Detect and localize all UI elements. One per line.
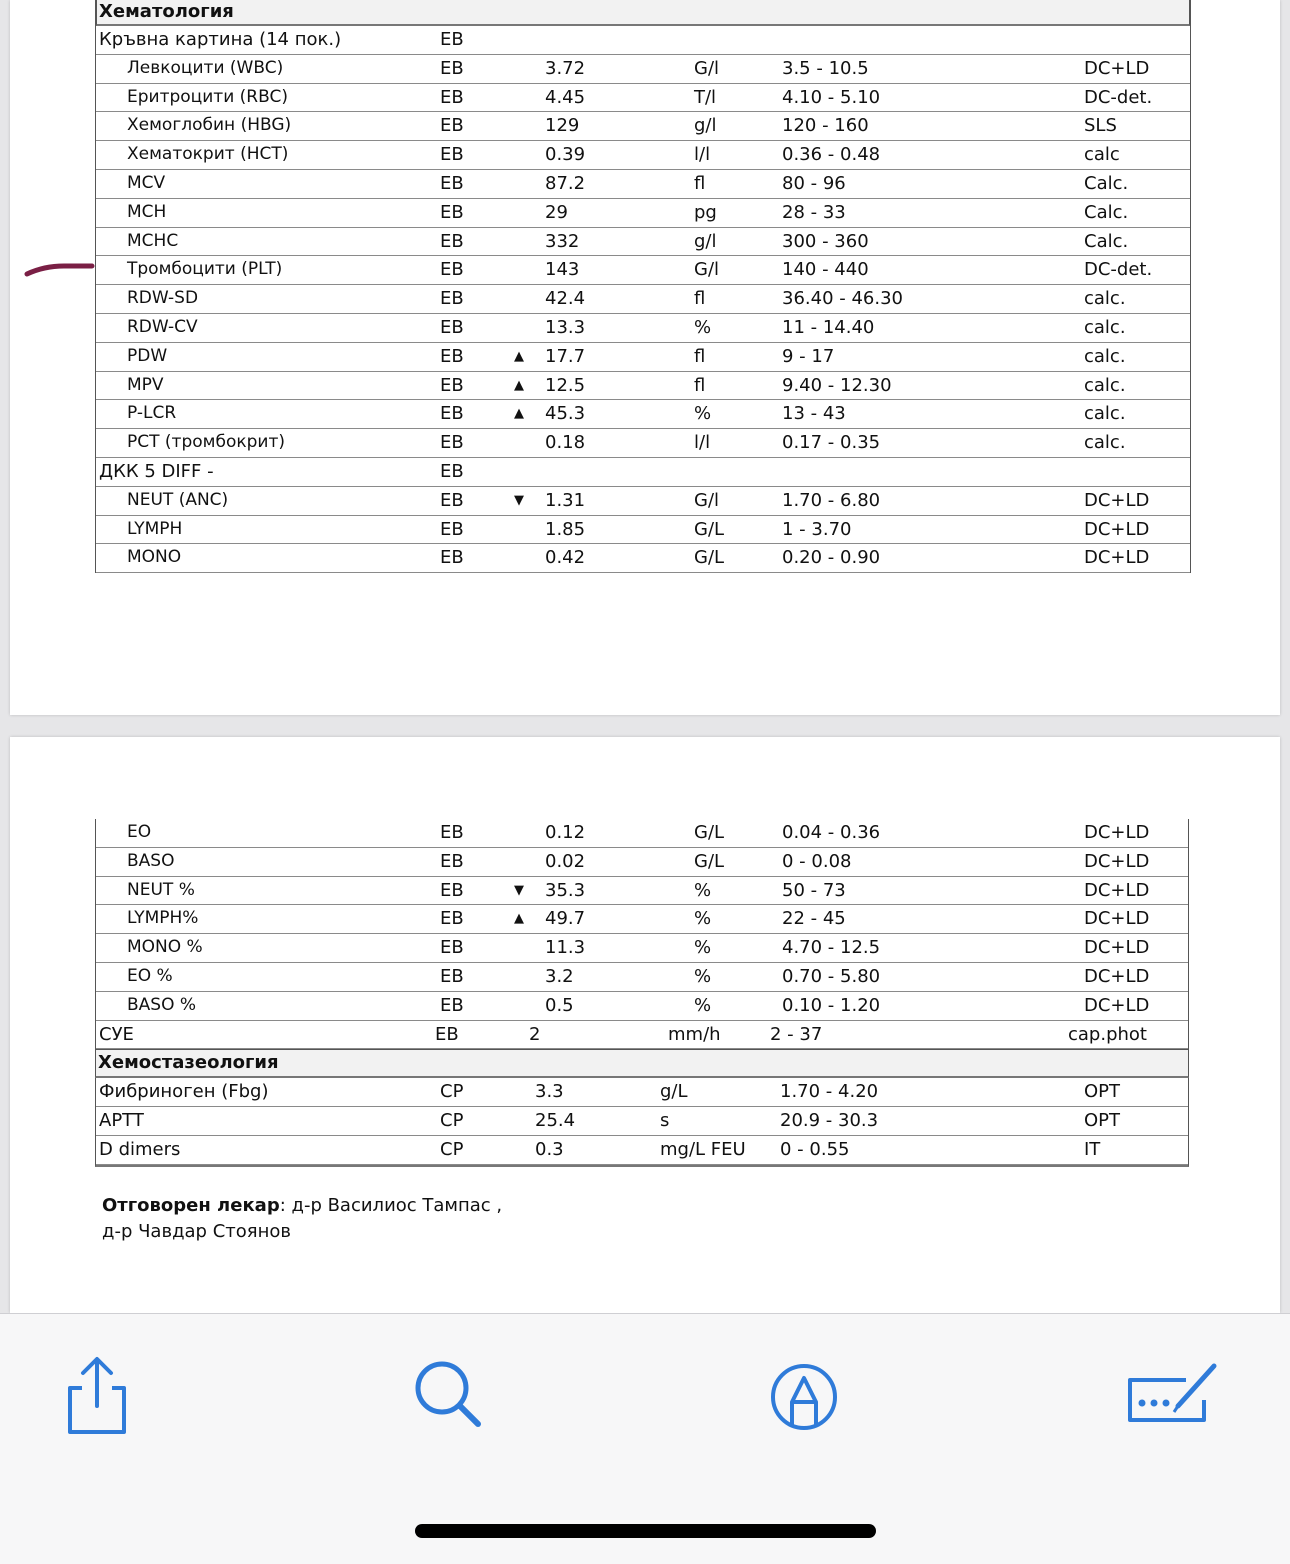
test-material: CP (440, 1110, 464, 1132)
responsible-doctor-block: Отговорен лекар: д-р Василиос Тампас , д-р Чавдар Стоянов (102, 1193, 502, 1245)
test-material: EB (440, 259, 464, 281)
table-row (96, 112, 1190, 141)
test-reference: 80 - 96 (782, 172, 846, 194)
test-method: calc. (1084, 316, 1126, 338)
test-reference: 3.5 - 10.5 (782, 57, 869, 79)
table-row (96, 819, 1188, 848)
test-method: DC+LD (1084, 908, 1150, 930)
table-row (96, 934, 1188, 963)
test-material: EB (440, 547, 464, 569)
table-row (96, 516, 1190, 545)
test-name: NEUT (ANC) (127, 489, 229, 510)
test-material: EB (440, 850, 464, 872)
home-indicator[interactable] (415, 1524, 876, 1538)
test-method: SLS (1084, 115, 1117, 137)
test-reference: 0.10 - 1.20 (782, 994, 881, 1016)
signature-label: Отговорен лекар (102, 1195, 280, 1216)
group-name: ДКК 5 DIFF - (99, 460, 214, 482)
test-name: EO (127, 822, 152, 842)
test-method: DC+LD (1084, 994, 1150, 1016)
test-unit: g/l (694, 115, 717, 137)
test-unit: T/l (694, 86, 717, 108)
test-value: 0.42 (545, 547, 586, 569)
test-name: MCHC (127, 230, 179, 251)
test-name: СУЕ (99, 1023, 134, 1045)
test-material: EB (440, 937, 464, 959)
test-reference: 0.04 - 0.36 (782, 822, 881, 843)
test-method: DC+LD (1084, 850, 1150, 872)
test-material: EB (440, 345, 464, 367)
test-method: DC+LD (1084, 489, 1150, 511)
test-unit: g/l (694, 230, 717, 252)
test-unit: % (694, 908, 712, 930)
test-material: EB (440, 86, 464, 108)
test-method: OPT (1084, 1081, 1121, 1103)
test-name: PDW (127, 345, 168, 366)
test-reference: 2 - 37 (770, 1023, 823, 1045)
test-unit: G/l (694, 489, 720, 511)
test-name: EO % (127, 965, 173, 986)
test-name: APTT (99, 1110, 144, 1132)
table-row (96, 848, 1188, 877)
test-material: EB (440, 144, 464, 166)
pen-annotation-mark (24, 258, 96, 280)
test-material: EB (440, 518, 464, 540)
test-reference: 1.70 - 6.80 (782, 489, 881, 511)
test-value: 0.39 (545, 144, 586, 166)
table-row (96, 544, 1190, 573)
test-name: Фибриноген (Fbg) (99, 1081, 269, 1103)
test-value: 12.5 (545, 374, 586, 396)
doctor-name-2: д-р Чавдар Стоянов (102, 1221, 291, 1242)
test-material: EB (440, 230, 464, 252)
test-value: 129 (545, 115, 580, 137)
test-name: RDW-CV (127, 316, 198, 337)
markup-icon (762, 1354, 842, 1434)
test-value: 0.18 (545, 432, 586, 454)
test-value: 35.3 (545, 879, 586, 901)
test-material: EB (440, 374, 464, 396)
test-unit: G/L (694, 518, 725, 540)
test-reference: 1 - 3.70 (782, 518, 852, 540)
cbc-rows (96, 55, 1190, 458)
test-reference: 0.70 - 5.80 (782, 965, 881, 987)
share-icon (56, 1354, 136, 1434)
test-reference: 120 - 160 (782, 115, 869, 137)
table-row (96, 199, 1190, 228)
test-unit: G/L (694, 547, 725, 569)
test-name: Тромбоцити (PLT) (127, 259, 283, 280)
hemostasis-rows (95, 1078, 1189, 1166)
table-row (96, 429, 1190, 458)
test-value: 3.2 (545, 965, 574, 987)
test-material: EB (440, 822, 464, 843)
test-value: 4.45 (545, 86, 586, 108)
test-method: DC+LD (1084, 965, 1150, 987)
group-material: EB (440, 460, 464, 482)
test-method: OPT (1084, 1110, 1121, 1132)
test-value: 29 (545, 201, 568, 223)
test-method: calc. (1084, 403, 1126, 425)
test-method: DC-det. (1084, 259, 1153, 281)
table-row (96, 877, 1188, 906)
test-reference: 4.70 - 12.5 (782, 937, 881, 959)
test-method: DC+LD (1084, 879, 1150, 901)
flag-indicator: ▲ (514, 406, 524, 422)
test-value: 0.12 (545, 822, 586, 843)
test-material: EB (440, 908, 464, 930)
test-value: 2 (529, 1023, 541, 1045)
search-button[interactable] (408, 1354, 488, 1434)
hematology-table-page1 (95, 0, 1191, 573)
edit-text-button[interactable] (1124, 1354, 1224, 1434)
test-method: Calc. (1084, 172, 1129, 194)
table-row (96, 372, 1190, 401)
share-button[interactable] (56, 1354, 136, 1434)
test-value: 3.72 (545, 57, 586, 79)
test-reference: 20.9 - 30.3 (780, 1110, 879, 1132)
test-value: 1.85 (545, 518, 586, 540)
test-reference: 4.10 - 5.10 (782, 86, 881, 108)
test-unit: g/L (660, 1081, 688, 1103)
test-method: calc. (1084, 374, 1126, 396)
test-material: EB (440, 879, 464, 901)
test-method: DC+LD (1084, 547, 1150, 569)
test-name: BASO % (127, 994, 197, 1015)
test-method: calc. (1084, 432, 1126, 454)
test-name: NEUT % (127, 879, 195, 900)
group-row-cbc (96, 26, 1190, 55)
test-name: LYMPH% (127, 908, 199, 929)
test-name: BASO (127, 850, 175, 871)
test-value: 0.3 (535, 1138, 564, 1160)
test-value: 1.31 (545, 489, 586, 511)
doctor-name-1: д-р Василиос Тампас , (291, 1195, 503, 1216)
test-reference: 1.70 - 4.20 (780, 1081, 879, 1103)
test-unit: l/l (694, 432, 711, 454)
test-value: 25.4 (535, 1110, 576, 1132)
pdf-page-2 (10, 737, 1280, 1313)
test-method: DC+LD (1084, 822, 1150, 843)
table-row (96, 1078, 1188, 1107)
test-material: EB (440, 403, 464, 425)
table-row (96, 314, 1190, 343)
flag-indicator: ▲ (514, 911, 524, 927)
diff-rows-page2 (96, 819, 1188, 1021)
test-material: EB (440, 316, 464, 338)
test-unit: pg (694, 201, 717, 223)
edit-text-icon (1124, 1354, 1224, 1434)
test-value: 332 (545, 230, 580, 252)
test-reference: 0.20 - 0.90 (782, 547, 881, 569)
test-unit: mg/L FEU (660, 1138, 746, 1160)
test-value: 3.3 (535, 1081, 564, 1103)
test-reference: 300 - 360 (782, 230, 869, 252)
test-reference: 22 - 45 (782, 908, 846, 930)
test-material: CP (440, 1081, 464, 1103)
diff-rows-page1 (96, 487, 1190, 573)
test-material: EB (440, 57, 464, 79)
test-method: cap.phot (1068, 1023, 1147, 1045)
test-name: Хематокрит (HCT) (127, 144, 289, 165)
table-row (96, 963, 1188, 992)
test-method: DC+LD (1084, 937, 1150, 959)
test-name: Левкоцити (WBC) (127, 57, 284, 78)
test-reference: 28 - 33 (782, 201, 846, 223)
test-unit: % (694, 403, 712, 425)
table-row (96, 487, 1190, 516)
flag-indicator: ▲ (514, 348, 524, 364)
markup-button[interactable] (762, 1354, 842, 1434)
test-method: Calc. (1084, 201, 1129, 223)
table-row (96, 256, 1190, 285)
test-method: IT (1084, 1138, 1101, 1160)
test-name: Еритроцити (RBC) (127, 86, 288, 107)
test-material: EB (440, 115, 464, 137)
table-row (96, 141, 1190, 170)
table-row (96, 55, 1190, 84)
test-name: P-LCR (127, 403, 177, 424)
test-reference: 9 - 17 (782, 345, 835, 367)
section-title-hematology: Хематология (96, 0, 1190, 26)
test-value: 45.3 (545, 403, 586, 425)
search-icon (408, 1354, 488, 1434)
test-unit: G/l (694, 259, 720, 281)
test-reference: 36.40 - 46.30 (782, 288, 903, 310)
test-reference: 11 - 14.40 (782, 316, 875, 338)
test-method: Calc. (1084, 230, 1129, 252)
test-unit: l/l (694, 144, 711, 166)
table-row (96, 1107, 1188, 1136)
test-value: 42.4 (545, 288, 586, 310)
test-value: 11.3 (545, 937, 586, 959)
test-reference: 9.40 - 12.30 (782, 374, 892, 396)
test-unit: s (660, 1110, 670, 1132)
test-material: EB (440, 965, 464, 987)
test-unit: % (694, 965, 712, 987)
group-material: EB (440, 29, 464, 50)
test-reference: 0 - 0.08 (782, 850, 852, 872)
table-row (96, 285, 1190, 314)
table-row-esr (96, 1021, 1188, 1050)
test-value: 143 (545, 259, 580, 281)
table-row (96, 992, 1188, 1021)
test-unit: fl (694, 172, 706, 194)
test-name: MCV (127, 172, 166, 193)
test-material: EB (435, 1023, 459, 1045)
test-name: D dimers (99, 1138, 181, 1160)
test-name: LYMPH (127, 518, 183, 539)
test-reference: 140 - 440 (782, 259, 869, 281)
test-unit: fl (694, 345, 706, 367)
test-unit: % (694, 879, 712, 901)
table-row (96, 343, 1190, 372)
table-row (96, 84, 1190, 113)
test-name: Хемоглобин (HBG) (127, 115, 292, 136)
test-reference: 0 - 0.55 (780, 1138, 850, 1160)
test-name: PCT (тромбокрит) (127, 432, 285, 453)
test-unit: G/l (694, 57, 720, 79)
test-method: calc (1084, 144, 1120, 166)
test-material: EB (440, 432, 464, 454)
test-unit: % (694, 937, 712, 959)
test-value: 0.02 (545, 850, 586, 872)
test-name: MPV (127, 374, 164, 395)
pdf-page-1 (10, 0, 1280, 715)
table-row (96, 1136, 1188, 1165)
test-unit: fl (694, 288, 706, 310)
hematology-table-page2 (95, 819, 1189, 1167)
test-method: DC+LD (1084, 518, 1150, 540)
test-value: 17.7 (545, 345, 586, 367)
test-material: CP (440, 1138, 464, 1160)
test-material: EB (440, 489, 464, 511)
test-value: 87.2 (545, 172, 586, 194)
test-reference: 13 - 43 (782, 403, 846, 425)
test-material: EB (440, 288, 464, 310)
test-reference: 0.17 - 0.35 (782, 432, 881, 454)
test-name: MCH (127, 201, 167, 222)
test-unit: G/L (694, 822, 725, 843)
test-name: MONO % (127, 937, 203, 958)
flag-indicator: ▲ (514, 377, 524, 393)
table-row (96, 170, 1190, 199)
test-unit: fl (694, 374, 706, 396)
test-reference: 50 - 73 (782, 879, 846, 901)
test-method: calc. (1084, 288, 1126, 310)
test-material: EB (440, 201, 464, 223)
table-row (96, 228, 1190, 257)
test-method: DC-det. (1084, 86, 1153, 108)
test-unit: G/L (694, 850, 725, 872)
table-row (96, 905, 1188, 934)
test-material: EB (440, 994, 464, 1016)
group-row-diff (96, 458, 1190, 487)
test-value: 0.5 (545, 994, 574, 1016)
section-title-hemostasis: Хемостазеология (95, 1049, 1189, 1078)
test-unit: % (694, 994, 712, 1016)
test-unit: mm/h (668, 1023, 721, 1045)
test-name: MONO (127, 547, 182, 568)
test-unit: % (694, 316, 712, 338)
test-reference: 0.36 - 0.48 (782, 144, 881, 166)
test-method: DC+LD (1084, 57, 1150, 79)
test-value: 13.3 (545, 316, 586, 338)
test-method: calc. (1084, 345, 1126, 367)
flag-indicator: ▼ (514, 492, 524, 508)
test-value: 49.7 (545, 908, 586, 930)
flag-indicator: ▼ (514, 882, 524, 898)
test-material: EB (440, 172, 464, 194)
group-name: Кръвна картина (14 пок.) (99, 29, 342, 50)
table-row (96, 400, 1190, 429)
test-name: RDW-SD (127, 288, 199, 309)
